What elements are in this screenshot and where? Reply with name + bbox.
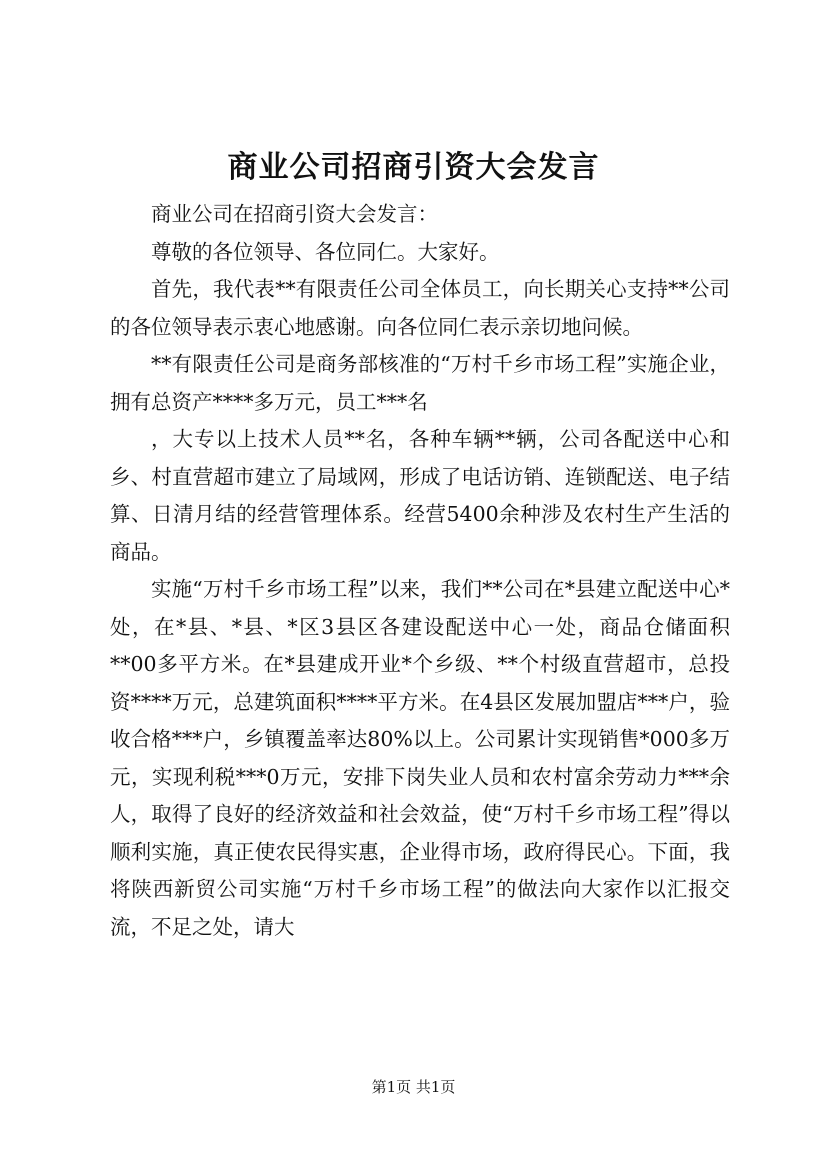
paragraph-company-intro: **有限责任公司是商务部核准的“万村千乡市场工程”实施企业，拥有总资产****多万元，员工***名 — [110, 352, 730, 414]
document-body — [110, 196, 730, 946]
paragraph-salutation: 尊敬的各位领导、各位同仁。大家好。 — [151, 239, 500, 264]
paragraph-achievements: 实施“万村千乡市场工程”以来，我们**公司在*县建立配送中心*处，在*县、*县、*区3县区各建设配送中心一处，商品仓储面积**00多平方米。在*县建成开业*个乡级、**个村级直营超市，总投资****万元，总建筑面积****平方米。在4县区发展加盟店***户，验收合格***户，乡镇覆盖率达80%以上。公司累计实现销售*000多万元，实现利税***0万元，安排下岗失业人员和农村富余劳动力***余人，取得了良好的经济效益和社会效益，使“万村千乡市场工程”得以顺利实施，真正使农民得实惠，企业得市场，政府得民心。下面，我将陕西新贸公司实施“万村千乡市场工程”的做法向大家作以汇报交流，不足之处，请大 — [110, 577, 730, 939]
paragraph-thanks: 首先，我代表**有限责任公司全体员工，向长期关心支持**公司的各位领导表示衷心地感谢。向各位同仁表示亲切地问候。 — [110, 277, 730, 339]
page-footer: 第1页 共1页 — [371, 1078, 456, 1096]
paragraph-greeting-heading: 商业公司在招商引资大会发言： — [151, 202, 438, 226]
document-title: 商业公司招商引资大会发言 — [227, 150, 600, 185]
paragraph-company-details: ，大专以上技术人员**名，各种车辆**辆，公司各配送中心和乡、村直营超市建立了局域网，形成了电话访销、连锁配送、电子结算、日清月结的经营管理体系。经营5400余种涉及农村生产生活的商品。 — [110, 427, 730, 564]
